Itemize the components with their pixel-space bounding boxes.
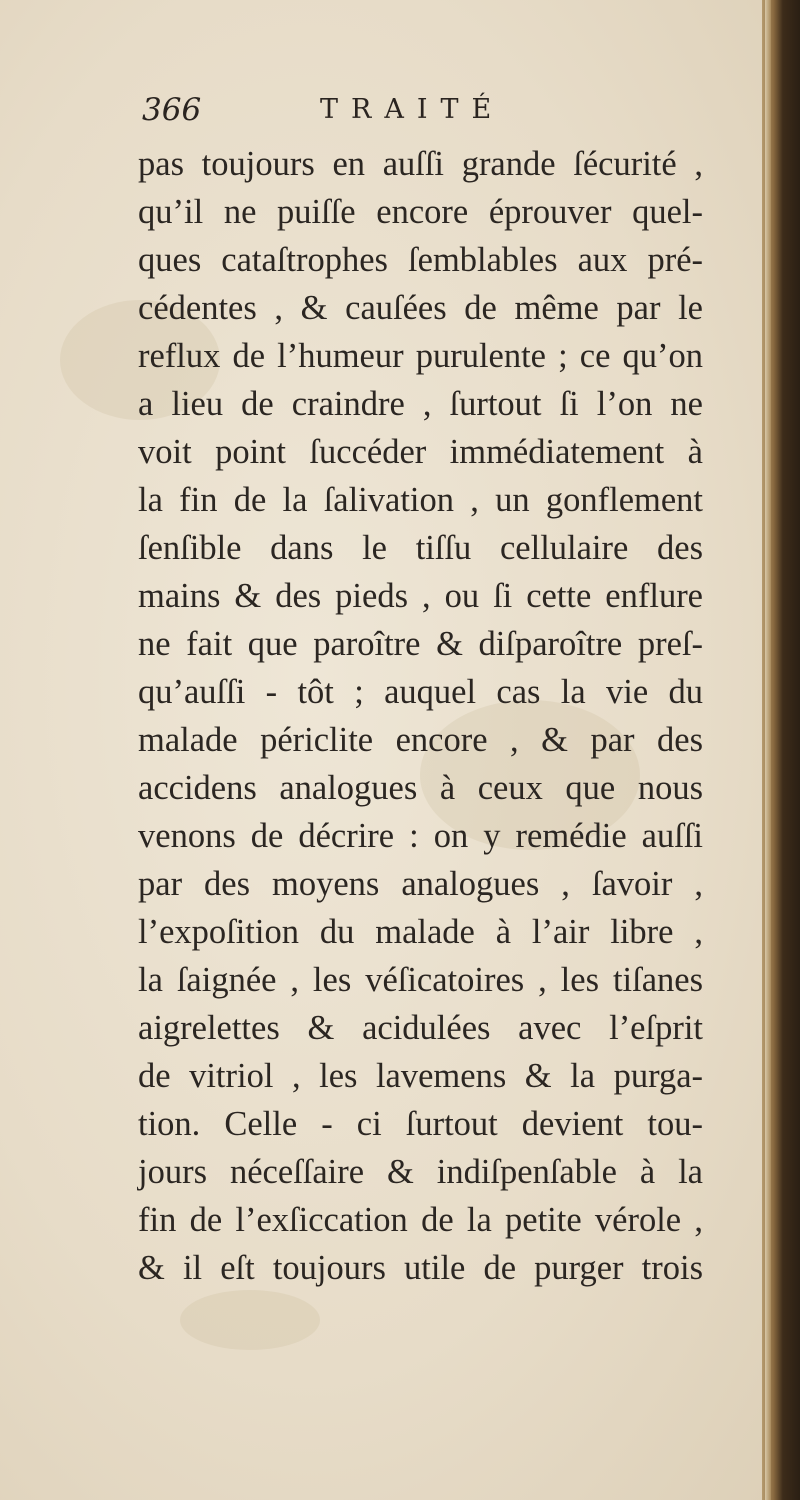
text-line: mains & des pieds , ou ſi cette enflure [138,577,703,615]
text-line: a lieu de craindre , ſurtout ſi l’on ne [138,385,703,423]
text-line: la ſaignée , les véſicatoires , les tiſanes [138,961,703,999]
text-line: aigrelettes & acidulées avec l’eſprit [138,1009,703,1047]
text-line: qu’auſſi - tôt ; auquel cas la vie du [138,673,703,711]
text-line: accidens analogues à ceux que nous [138,769,703,807]
text-line: tion. Celle - ci ſurtout devient tou- [138,1105,703,1143]
text-line: ne fait que paroître & diſparoître preſ- [138,625,703,663]
page-number: 366 [142,92,202,128]
page-edge-highlight [765,0,771,1500]
text-line: ques cataſtrophes ſemblables aux pré- [138,241,703,279]
text-line: la fin de la ſalivation , un gonflement [138,481,703,519]
running-title: TRAITÉ [320,94,505,125]
text-line: venons de décrire : on y remédie auſſi [138,817,703,855]
paper-stain [180,1290,320,1350]
text-line: cédentes , & cauſées de même par le [138,289,703,327]
text-line: de vitriol , les lavemens & la purga- [138,1057,703,1095]
text-line: voit point ſuccéder immédiatement à [138,433,703,471]
text-line: fin de l’exſiccation de la petite vérole , [138,1201,703,1239]
text-line: & il eſt toujours utile de purger trois [138,1249,703,1287]
text-line: qu’il ne puiſſe encore éprouver quel- [138,193,703,231]
text-line: reflux de l’humeur purulente ; ce qu’on [138,337,703,375]
body-text [138,140,703,1292]
text-line: jours néceſſaire & indiſpenſable à la [138,1153,703,1191]
text-line: ſenſible dans le tiſſu cellulaire des [138,529,703,567]
text-line: pas toujours en auſſi grande ſécurité , [138,145,703,183]
text-line: l’expoſition du malade à l’air libre , [138,913,703,951]
page-header [142,92,742,142]
text-line: par des moyens analogues , ſavoir , [138,865,703,903]
text-line: malade périclite encore , & par des [138,721,703,759]
